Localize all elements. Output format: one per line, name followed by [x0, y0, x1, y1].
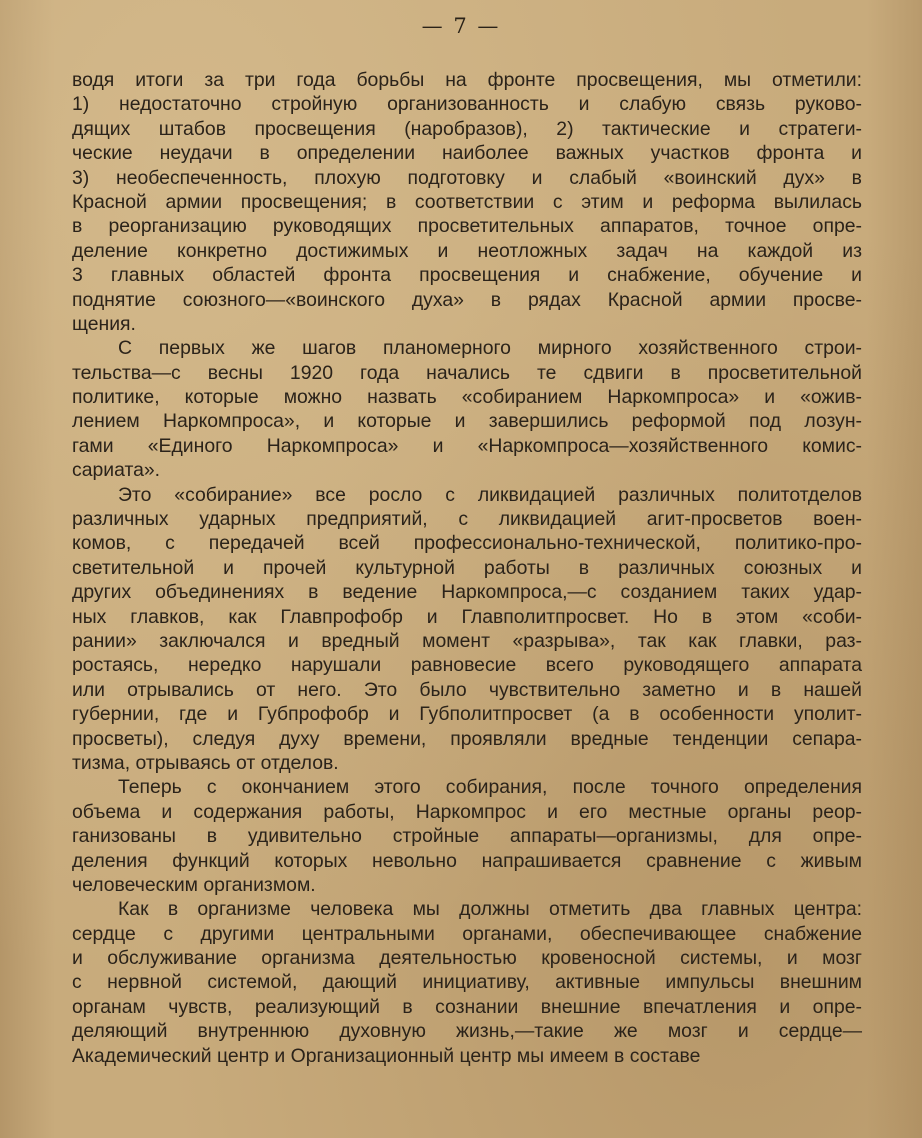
paragraph [72, 68, 862, 336]
text-line: Как в организме человека мы должны отметить два главных центра: [118, 898, 862, 921]
text-line: щения. [72, 312, 136, 335]
text-line: деления функций которых невольно напрашивается сравнение с живым [72, 849, 862, 872]
text-line: или отрывались от него. Это было чувствительно заметно и в нашей [72, 678, 862, 701]
text-line: С первых же шагов планомерного мирного хозяйственного строи- [118, 337, 862, 360]
text-line: других объединениях в ведение Наркомпроса,—с созданием таких удар- [72, 581, 862, 604]
body-text [72, 68, 862, 1068]
text-line: с нервной системой, дающий инициативу, активные импульсы внешним [72, 971, 862, 994]
text-line: Красной армии просвещения; в соответствии с этим и реформа вылилась [72, 190, 862, 213]
paragraph [72, 897, 862, 1068]
text-line: тизма, отрываясь от отделов. [72, 751, 339, 774]
text-line: комов, с передачей всей профессионально-технической, политико-про- [72, 532, 862, 555]
text-line: ческие неудачи в определении наиболее важных участков фронта и [72, 142, 862, 165]
text-line: 3) необеспеченность, плохую подготовку и слабый «воинский дух» в [72, 166, 862, 189]
text-line: и обслуживание организма деятельностью кровеносной системы, и мозг [72, 947, 862, 970]
text-line: лением Наркомпроса», и которые и завершились реформой под лозун- [72, 410, 862, 433]
text-line: человеческим организмом. [72, 873, 316, 896]
text-line: просветы), следуя духу времени, проявляли вредные тенденции сепара- [72, 727, 862, 750]
text-line: деление конкретно достижимых и неотложных задач на каждой из [72, 239, 862, 262]
text-line: ганизованы в удивительно стройные аппараты—организмы, для опре- [72, 825, 862, 848]
text-line: дящих штабов просвещения (наробразов), 2) тактические и стратеги- [72, 117, 862, 140]
text-line: сариата». [72, 459, 161, 482]
text-line: различных ударных предприятий, с ликвидацией агит-просветов воен- [72, 508, 862, 531]
text-line: ных главков, как Главпрофобр и Главполитпросвет. Но в этом «соби- [72, 605, 862, 628]
text-line: губернии, где и Губпрофобр и Губполитпросвет (а в особенности уполит- [72, 703, 862, 726]
page-number: — 7 — [421, 14, 501, 38]
paragraph [72, 483, 862, 776]
text-line: сердце с другими центральными органами, обеспечивающее снабжение [72, 922, 862, 945]
text-line: Теперь с окончанием этого собирания, после точного определения [118, 776, 862, 799]
text-line: поднятие союзного—«воинского духа» в рядах Красной армии просве- [72, 288, 862, 311]
text-line: политике, которые можно назвать «собиранием Наркомпроса» и «ожив- [72, 386, 862, 409]
text-line: ростаясь, нередко нарушали равновесие всего руководящего аппарата [72, 654, 862, 677]
text-line: 3 главных областей фронта просвещения и снабжение, обучение и [72, 264, 862, 287]
text-line: в реорганизацию руководящих просветительных аппаратов, точное опре- [72, 215, 862, 238]
text-line: водя итоги за три года борьбы на фронте просвещения, мы отметили: [72, 69, 862, 91]
text-line: Это «собирание» все росло с ликвидацией различных политотделов [118, 483, 862, 506]
text-line: деляющий внутреннюю духовную жизнь,—такие же мозг и сердце— [72, 1020, 862, 1043]
paragraph [72, 775, 862, 897]
text-line: гами «Единого Наркомпроса» и «Наркомпроса—хозяйственного комис- [72, 434, 862, 457]
text-line: 1) недостаточно стройную организованность и слабую связь руково- [72, 93, 862, 116]
text-line: Академический центр и Организационный центр мы имеем в составе [72, 1044, 701, 1067]
text-line: рании» заключался и вредный момент «разрыва», так как главки, раз- [72, 629, 862, 652]
text-line: органам чувств, реализующий в сознании внешние впечатления и опре- [72, 995, 862, 1018]
text-line: тельства—с весны 1920 года начались те сдвиги в просветительной [72, 361, 862, 384]
paragraph [72, 336, 862, 482]
text-line: объема и содержания работы, Наркомпрос и его местные органы реор- [72, 800, 862, 823]
text-line: светительной и прочей культурной работы в различных союзных и [72, 556, 862, 579]
